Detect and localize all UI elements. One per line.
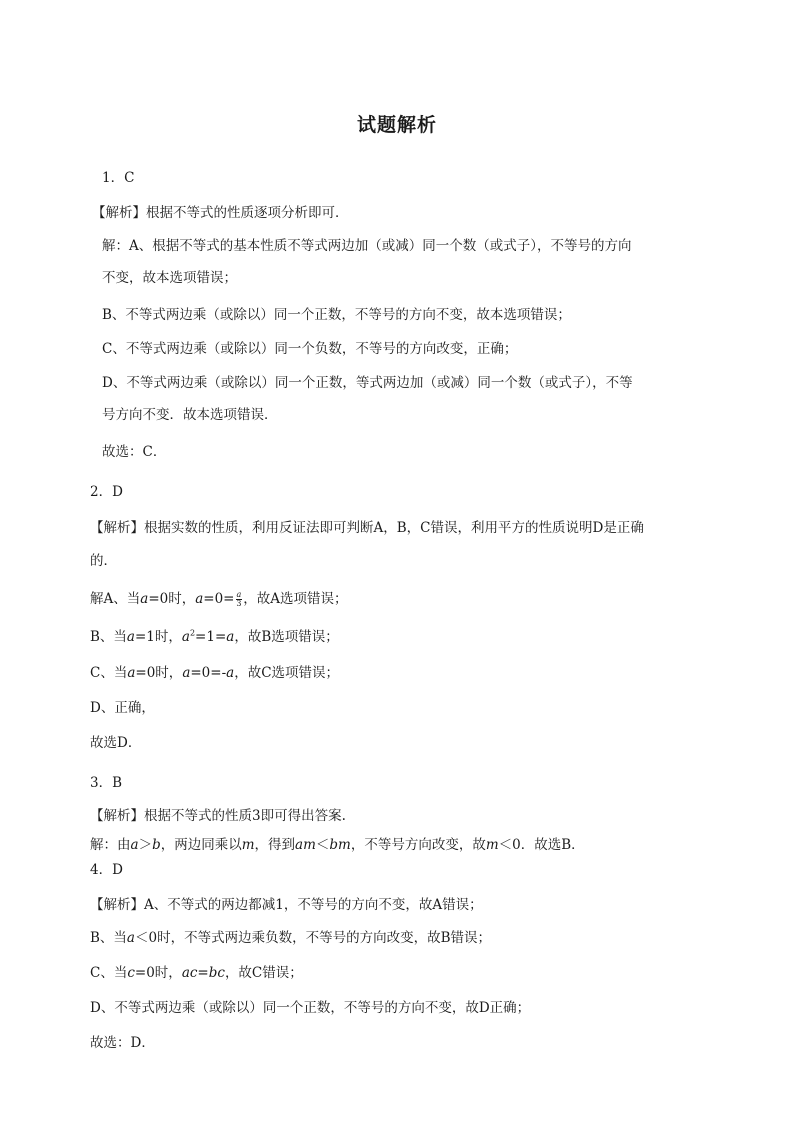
text: ＜	[315, 837, 330, 853]
q1-solution-d-line1: D、不等式两边乘（或除以）同一个正数，等式两边加（或减）同一个数（或式子），不等	[102, 375, 633, 391]
text: =1时，	[134, 629, 182, 645]
variable: a	[182, 665, 191, 681]
q2-solution-a	[90, 589, 348, 609]
variable: am	[295, 837, 316, 853]
text: =0时，	[134, 965, 182, 981]
fraction-denominator: 3	[236, 599, 242, 608]
variable: a	[130, 837, 139, 853]
q4-analysis: 【解析】A、不等式的两边都减1，不等号的方向不变，故A错误；	[90, 897, 483, 913]
text: ＜0．故选B．	[498, 837, 585, 853]
text: ，故A选项错误；	[243, 591, 348, 607]
text: ，得到	[254, 837, 296, 853]
q1-solution-d-line2: 号方向不变．故本选项错误．	[102, 407, 278, 423]
variable: a	[181, 629, 190, 645]
text: =1=	[195, 629, 227, 645]
q4-solution-d: D、不等式两边乘（或除以）同一个正数，不等号的方向不变，故D正确；	[90, 1000, 531, 1016]
q2-solution-d: D、正确，	[90, 700, 155, 716]
variable: a	[126, 629, 135, 645]
page-title: 试题解析	[356, 114, 437, 136]
text: 解：由	[90, 837, 131, 853]
q2-analysis-line2: 的．	[90, 553, 117, 569]
variable: a	[236, 590, 242, 599]
variable: m	[241, 837, 255, 853]
text: ，故C选项错误；	[234, 665, 340, 681]
q2-conclusion: 故选D．	[90, 735, 142, 751]
q2-solution-c	[90, 663, 339, 683]
variable: b	[152, 837, 161, 853]
q1-solution-a-line2: 不变，故本选项错误；	[102, 270, 237, 286]
text: ，两边同乘以	[160, 837, 242, 853]
q3-solution	[90, 835, 585, 855]
variable: a	[126, 930, 135, 946]
fraction	[236, 591, 243, 608]
q3-answer: 3．B	[90, 775, 123, 791]
text: =0=	[203, 591, 235, 607]
q4-conclusion: 故选：D．	[90, 1035, 155, 1051]
q2-answer: 2．D	[90, 484, 123, 500]
variable: a	[140, 591, 149, 607]
text: =0时，	[148, 591, 196, 607]
variable: bm	[329, 837, 351, 853]
q2-analysis-line1: 【解析】根据实数的性质，利用反证法即可判断A，B，C错误，利用平方的性质说明D是正确	[90, 520, 644, 536]
q4-answer: 4．D	[90, 862, 123, 878]
text: ，故C错误；	[224, 965, 303, 981]
text: ，故B选项错误；	[234, 629, 339, 645]
q3-analysis: 【解析】根据不等式的性质3即可得出答案.	[90, 808, 346, 824]
text: B、当	[90, 930, 127, 946]
text: ，不等号方向改变，故	[350, 837, 486, 853]
variable: c	[127, 965, 135, 981]
text: =0时，	[135, 665, 183, 681]
q1-solution-a-line1: 解：A、根据不等式的基本性质不等式两边加（或减）同一个数（或式子），不等号的方向	[102, 238, 632, 254]
q1-solution-c: C、不等式两边乘（或除以）同一个负数，不等号的方向改变，正确；	[102, 341, 518, 357]
text: =	[197, 965, 209, 981]
q1-answer: 1．C	[102, 170, 135, 186]
q4-solution-b	[90, 928, 491, 948]
q1-analysis: 【解析】根据不等式的性质逐项分析即可．	[92, 205, 349, 221]
text: ＞	[138, 837, 153, 853]
variable: a	[226, 629, 235, 645]
variable: a	[127, 665, 136, 681]
text: B、当	[90, 629, 127, 645]
variable: a	[195, 591, 204, 607]
variable: a	[226, 665, 235, 681]
text: C、当	[90, 665, 128, 681]
q1-solution-b: B、不等式两边乘（或除以）同一个正数，不等号的方向不变，故本选项错误；	[102, 307, 571, 323]
text: =0=-	[190, 665, 227, 681]
variable: bc	[208, 965, 225, 981]
q1-conclusion: 故选：C．	[102, 444, 167, 460]
variable: m	[485, 837, 499, 853]
q4-solution-c	[90, 963, 303, 983]
text: C、当	[90, 965, 128, 981]
exponent: 2	[189, 628, 196, 638]
variable: ac	[181, 965, 198, 981]
text: ＜0时，不等式两边乘负数，不等号的方向改变，故B错误；	[134, 930, 491, 946]
text: 解A、当	[90, 591, 141, 607]
q2-solution-b	[90, 627, 339, 647]
